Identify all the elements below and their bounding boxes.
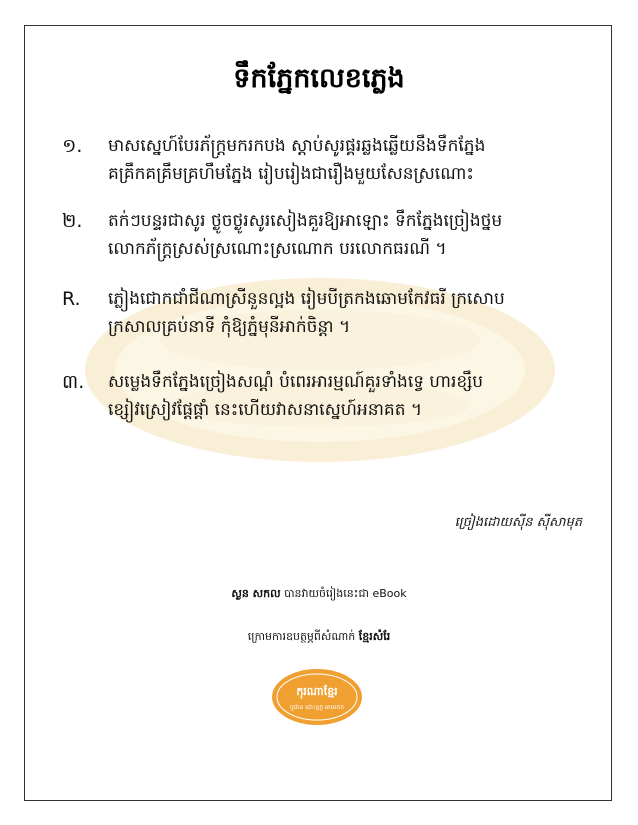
verse-line: ភ្លៀងជោកជាំជីណាស្រីនួនល្អង រៀមបីត្រកងឆោមកែវធរី ក្រសោប bbox=[108, 289, 505, 309]
verse-line: មាសស្នេហ៍បែរភ័ក្ត្រមករកបង ស្តាប់សូរផ្គរឆ្លងឆ្លើយនឹងទឹកភ្នែង bbox=[108, 136, 486, 156]
verse-line: សម្លេងទឹកភ្នែងច្រៀងសណ្ដំ បំពេរអារម្មណ៍គួរទាំងទ្វេ ហារខ្សឹប bbox=[108, 372, 484, 392]
sponsor-name: ខ្មែរសំរែ bbox=[358, 630, 391, 643]
verse-number: ៣. bbox=[62, 371, 85, 393]
verse-3 bbox=[62, 368, 598, 424]
typist-name: ស្ងន សកល bbox=[231, 587, 281, 600]
page-title: ទឹកភ្នែកលេខភ្លេង bbox=[233, 63, 405, 94]
verse-line: គគ្រឹកគគ្រឹមគ្រហឹមភ្នែង រៀបរៀងជារឿងមួយសែនស្រណោះ bbox=[108, 164, 474, 184]
verse-line: ក្រសាលគ្រប់នាទី កុំឱ្យភ្នំមុនីអាក់ចិន្តា ។ bbox=[108, 317, 351, 337]
verse-2 bbox=[62, 207, 598, 263]
verse-refrain bbox=[62, 285, 598, 341]
verse-line: ខ្សៀវស្រៀវផ្ដែផ្ដាំ នេះហើយវាសនាស្នេហ៍អនាគត ។ bbox=[108, 400, 423, 420]
verse-line: លោកភ័ក្ត្រស្រស់ស្រណោះស្រណោក បរលោកធរណី ។ bbox=[108, 239, 447, 259]
ebook-credit bbox=[0, 587, 638, 603]
sponsor-credit bbox=[0, 630, 638, 646]
verse-number: ២. bbox=[62, 210, 83, 232]
verse-1 bbox=[62, 132, 598, 188]
ebook-text: បានវាយចំរៀងនេះជា bbox=[284, 587, 369, 600]
sponsor-text: ក្រោមការឧបត្ថម្ភពីសំណាក់ bbox=[247, 630, 356, 643]
author-credit: ច្រៀងដោយស៊ីន ស៊ីសាមុត bbox=[454, 515, 582, 530]
footer-logo bbox=[270, 667, 364, 727]
verse-line: តក់ៗបន្ទរជាសូរ ថ្ងូចថ្ងូរសូរសៀងគួរឱ្យអាឡោះ ទឹកភ្នែងច្រៀងថ្នម bbox=[108, 211, 503, 231]
logo-title: កុរណាខ្មែរ bbox=[296, 685, 338, 698]
verse-number: ១. bbox=[62, 135, 83, 157]
logo-subtitle: បូជាន ជោះខ្មក្ខ អាលោក bbox=[289, 704, 345, 711]
ebook-format: eBook bbox=[372, 587, 407, 600]
verse-number: R. bbox=[62, 288, 81, 310]
